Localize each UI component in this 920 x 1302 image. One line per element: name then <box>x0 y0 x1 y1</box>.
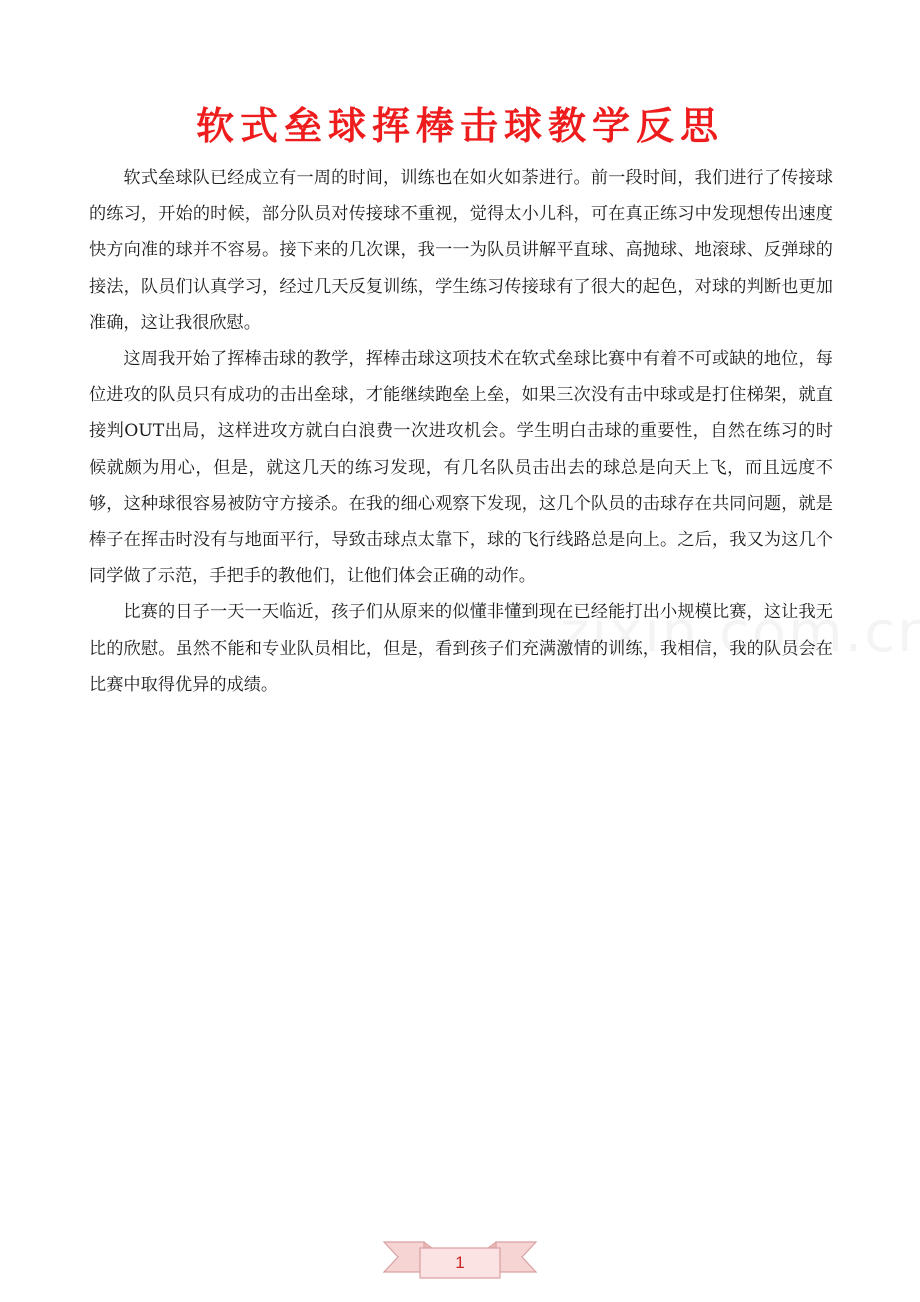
paragraph-2: 这周我开始了挥棒击球的教学，挥棒击球这项技术在软式垒球比赛中有着不可或缺的地位，每位进攻的队员只有成功的击出垒球，才能继续跑垒上垒，如果三次没有击中球或是打住梯架，就直接判OUT出局，这样进攻方就白白浪费一次进攻机会。学生明白击球的重要性，自然在练习的时候就颇为用心，但是，就这几天的练习发现，有几名队员击出去的球总是向天上飞，而且远度不够，这种球很容易被防守方接杀。在我的细心观察下发现，这几个队员的击球存在共同问题，就是棒子在挥击时没有与地面平行，导致击球点太靠下，球的飞行线路总是向上。之后，我又为这几个同学做了示范，手把手的教他们，让他们体会正确的动作。 <box>89 349 833 587</box>
document-title: 软式垒球挥棒击球教学反思 <box>195 104 724 148</box>
watermark <box>560 600 920 665</box>
paragraph-1: 软式垒球队已经成立有一周的时间，训练也在如火如荼进行。前一段时间，我们进行了传接球的练习，开始的时候，部分队员对传接球不重视，觉得太小儿科，可在真正练习中发现想传出速度快方向准的球并不容易。接下来的几次课，我一一为队员讲解平直球、高抛球、地滚球、反弹球的接法，队员们认真学习，经过几天反复训练，学生练习传接球有了很大的起色，对球的判断也更加准确，这让我很欣慰。 <box>89 168 833 333</box>
page-number: 1 <box>455 1253 465 1272</box>
paragraph-3: 比赛的日子一天一天临近，孩子们从原来的似懂非懂到现在已经能打出小规模比赛，这让我无比的欣慰。虽然不能和专业队员相比，但是，看到孩子们充满激情的训练，我相信，我的队员会在比赛中取得优异的成绩。 <box>89 602 833 695</box>
